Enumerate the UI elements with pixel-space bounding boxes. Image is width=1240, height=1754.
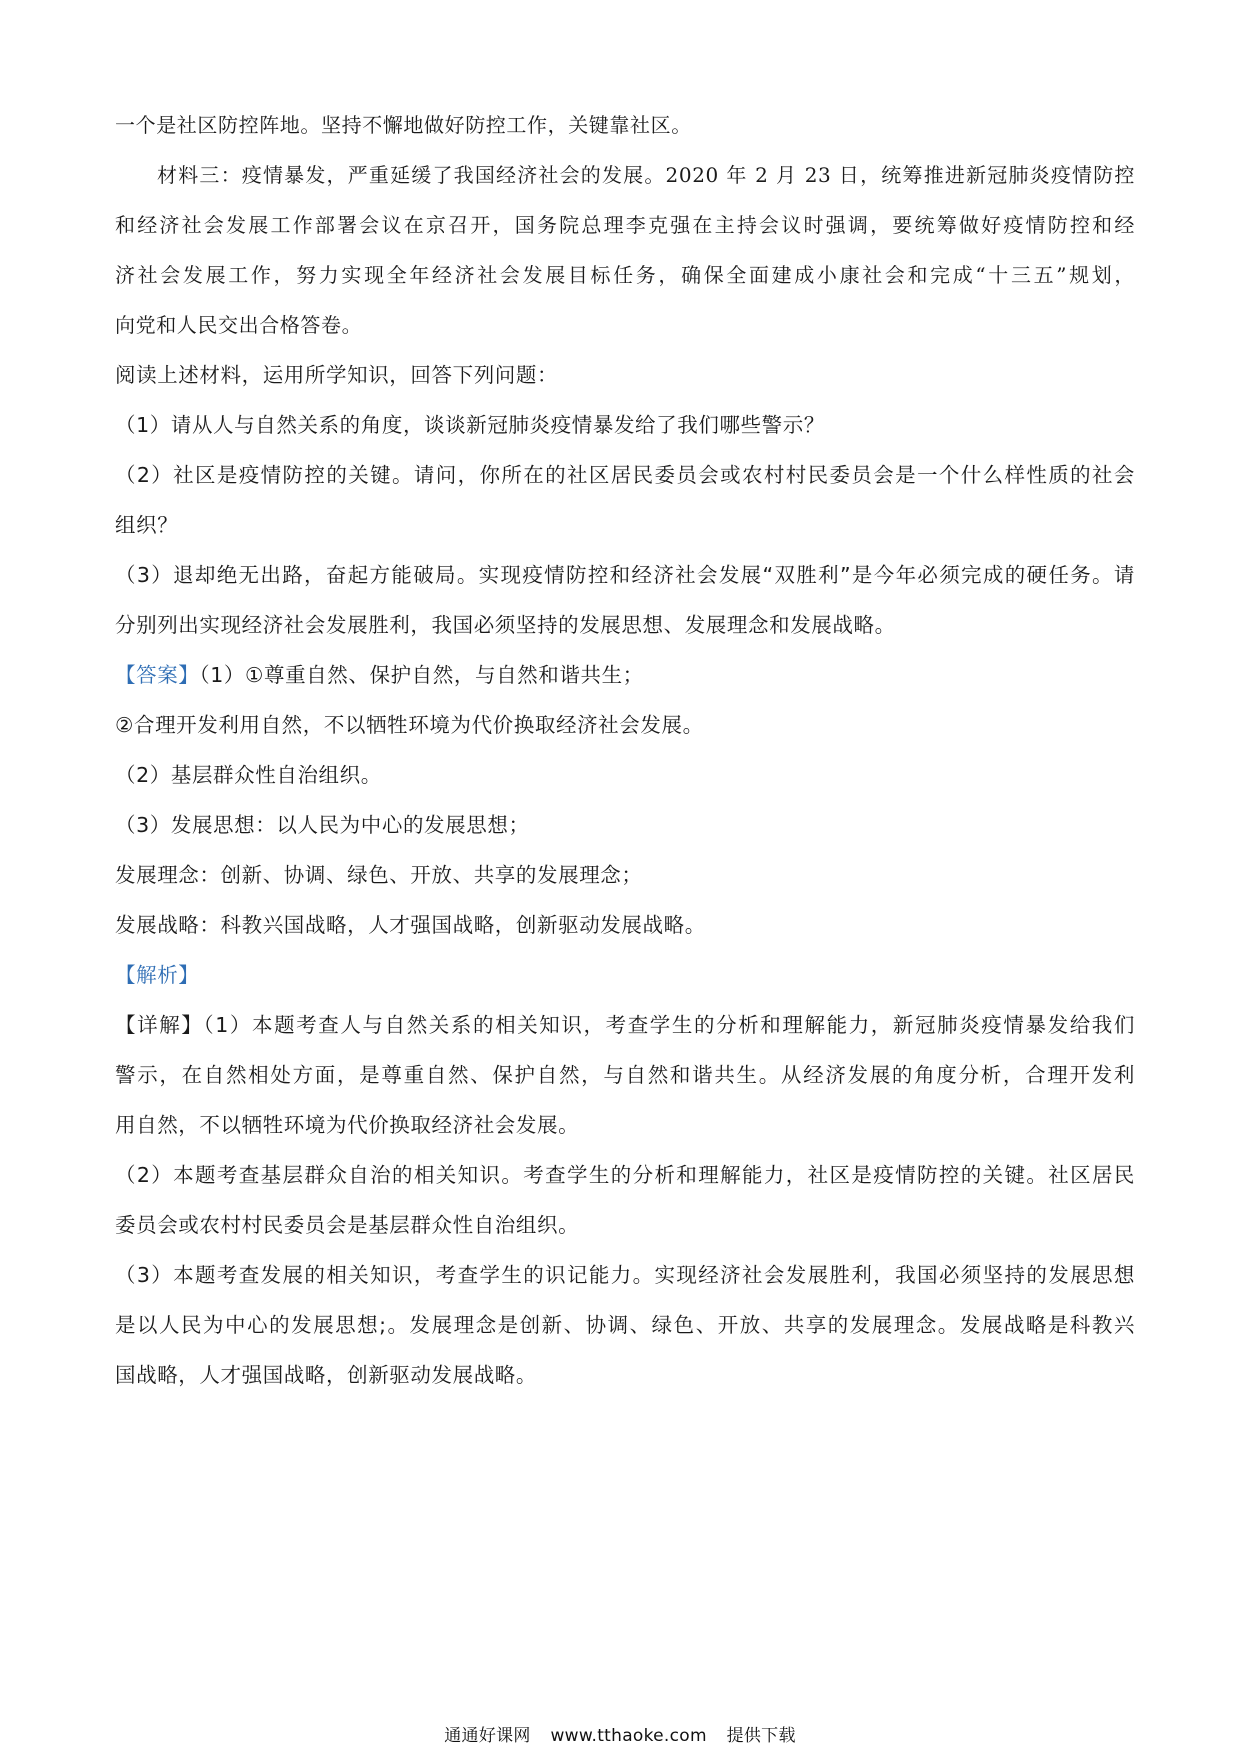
footer-site-name: 通通好课网 <box>444 1726 531 1746</box>
question-2-line-2: 组织？ <box>115 513 179 537</box>
instruction-line: 阅读上述材料，运用所学知识，回答下列问题： <box>115 363 559 387</box>
answer-3-line-1: （3）发展思想：以人民为中心的发展思想； <box>115 813 530 837</box>
answer-2: （2）基层群众性自治组织。 <box>115 763 382 787</box>
answer-1-text: （1）①尊重自然、保护自然，与自然和谐共生； <box>199 663 644 687</box>
answer-3-line-2: 发展理念：创新、协调、绿色、开放、共享的发展理念； <box>115 863 643 887</box>
question-2-line-1: （2）社区是疫情防控的关键。请问，你所在的社区居民委员会或农村村民委员会是一个什么样性质的社会 <box>115 463 1135 487</box>
answer-tag: 【答案】 <box>115 663 200 687</box>
detail-2-line-1: （2）本题考查基层群众自治的相关知识。考查学生的分析和理解能力，社区是疫情防控的关键。社区居民 <box>115 1163 1135 1187</box>
detail-1-line-1: 【详解】（1）本题考查人与自然关系的相关知识，考查学生的分析和理解能力，新冠肺炎疫情暴发给我们 <box>115 1013 1135 1037</box>
document-page <box>115 100 1135 1400</box>
material3-line-3: 济社会发展工作，努力实现全年经济社会发展目标任务，确保全面建成小康社会和完成“十三五”规划， <box>115 263 1135 287</box>
page-footer <box>0 1721 1240 1746</box>
material3-line-2: 和经济社会发展工作部署会议在京召开，国务院总理李克强在主持会议时强调，要统筹做好疫情防控和经 <box>115 213 1135 237</box>
detail-3-line-2: 是以人民为中心的发展思想;。发展理念是创新、协调、绿色、开放、共享的发展理念。发展战略是科教兴 <box>115 1313 1135 1337</box>
analysis-tag: 【解析】 <box>115 963 200 987</box>
answer-line-1 <box>115 650 1135 700</box>
detail-1-line-3: 用自然，不以牺牲环境为代价换取经济社会发展。 <box>115 1113 580 1137</box>
detail-3-line-1: （3）本题考查发展的相关知识，考查学生的识记能力。实现经济社会发展胜利，我国必须坚持的发展思想 <box>115 1263 1135 1287</box>
question-1: （1）请从人与自然关系的角度，谈谈新冠肺炎疫情暴发给了我们哪些警示？ <box>115 413 825 437</box>
material-tail-line: 一个是社区防控阵地。坚持不懈地做好防控工作，关键靠社区。 <box>115 113 692 137</box>
answer-3-line-3: 发展战略：科教兴国战略，人才强国战略，创新驱动发展战略。 <box>115 913 706 937</box>
footer-note: 提供下载 <box>726 1726 796 1746</box>
detail-1-line-2: 警示，在自然相处方面，是尊重自然、保护自然，与自然和谐共生。从经济发展的角度分析，合理开发利 <box>115 1063 1135 1087</box>
footer-url-link[interactable]: www.tthaoke.com <box>550 1726 707 1746</box>
detail-2-line-2: 委员会或农村村民委员会是基层群众性自治组织。 <box>115 1213 580 1237</box>
answer-1-line-2: ②合理开发利用自然，不以牺牲环境为代价换取经济社会发展。 <box>115 713 704 737</box>
detail-3-line-3: 国战略，人才强国战略，创新驱动发展战略。 <box>115 1363 537 1387</box>
material3-line-4: 向党和人民交出合格答卷。 <box>115 313 363 337</box>
question-3-line-1: （3）退却绝无出路，奋起方能破局。实现疫情防控和经济社会发展“双胜利”是今年必须完成的硬任务。请 <box>115 563 1135 587</box>
material3-line-1: 材料三：疫情暴发，严重延缓了我国经济社会的发展。2020 年 2 月 23 日，统筹推进新冠肺炎疫情防控 <box>157 163 1135 187</box>
question-3-line-2: 分别列出实现经济社会发展胜利，我国必须坚持的发展思想、发展理念和发展战略。 <box>115 613 896 637</box>
